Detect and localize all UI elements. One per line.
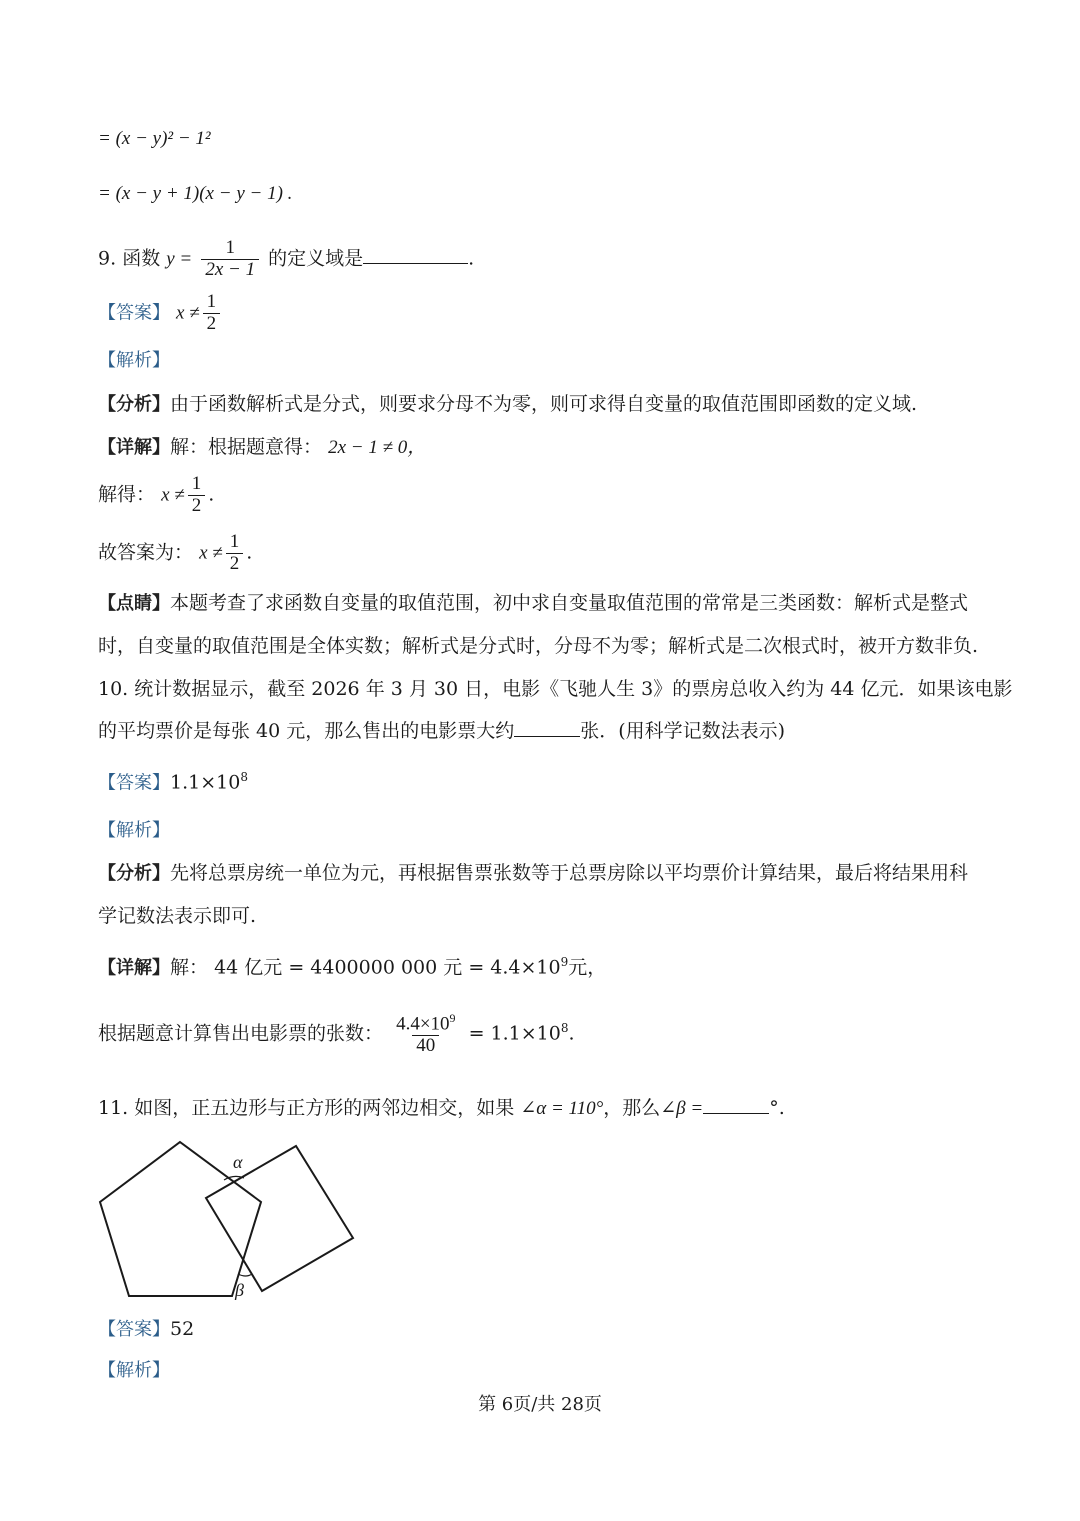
answer-tag: 【答案】 xyxy=(98,1319,170,1340)
guda-fraction xyxy=(226,532,244,575)
pentagon-square-figure xyxy=(96,1138,361,1306)
fraction-denominator: 40 xyxy=(412,1035,439,1057)
question-10-line-1: 10. 统计数据显示，截至 2026 年 3 月 30 日，电影《飞驰人生 3》的票房总收入约为 44 亿元．如果该电影 xyxy=(98,678,1013,700)
answer-tag: 【答案】 xyxy=(98,302,170,324)
answer-blank xyxy=(703,1112,769,1114)
q9-guda xyxy=(98,532,252,575)
calc-num-base: 4.4×10 xyxy=(396,1013,450,1035)
question-10-line-2a: 的平均票价是每张 40 元，那么售出的电影票大约 xyxy=(98,720,515,742)
xiangjie-text: 解：根据题意得： xyxy=(170,436,323,458)
question-10-line-2 xyxy=(98,720,785,743)
derivation-line-2: = (x − y + 1)(x − y − 1) . xyxy=(98,183,293,204)
q9-dianjing-2: 时，自变量的取值范围是全体实数；解析式是分式时，分母不为零；解析式是二次根式时，被开方数非负. xyxy=(98,635,979,657)
fraction-denominator: 2x − 1 xyxy=(201,259,259,281)
question-11 xyxy=(98,1097,785,1121)
jiede-end: . xyxy=(208,483,215,506)
calc-num-exponent: 9 xyxy=(449,1011,456,1025)
q9-dianjing-1 xyxy=(98,592,968,615)
fraction-denominator: 2 xyxy=(226,553,244,575)
answer-fraction xyxy=(203,292,221,335)
question-9-prefix: 函数 xyxy=(122,247,161,270)
guda-math: x ≠ xyxy=(199,542,223,564)
xiangjie-a: 44 亿元 xyxy=(214,956,283,979)
q9-jiede xyxy=(98,474,214,517)
q9-fenxi xyxy=(98,393,917,416)
angle-beta-label: ∠β = xyxy=(660,1098,704,1119)
xiangjie-math: 2x − 1 ≠ 0， xyxy=(328,437,427,458)
answer-exponent: 8 xyxy=(240,770,248,784)
question-9-end: . xyxy=(468,247,475,270)
fenxi-text-1: 先将总票房统一单位为元，再根据售票张数等于总票房除以平均票价计算结果，最后将结果用科 xyxy=(170,862,969,884)
fraction-numerator: 1 xyxy=(229,531,240,552)
fenxi-tag: 【分析】 xyxy=(98,863,170,884)
q11-answer xyxy=(98,1318,194,1341)
fraction-numerator: 1 xyxy=(191,473,202,494)
xiangjie-tag: 【详解】 xyxy=(98,957,170,979)
jiede-math: x ≠ xyxy=(161,484,185,506)
calc-result: = 1.1×10 xyxy=(468,1022,561,1045)
question-9-y: y = xyxy=(166,248,193,270)
fraction-numerator: 1 xyxy=(206,291,217,312)
calc-end: . xyxy=(568,1022,575,1045)
fenxi-tag: 【分析】 xyxy=(98,394,170,415)
dianjing-text-1: 本题考查了求函数自变量的取值范围，初中求自变量取值范围的常常是三类函数：解析式是整式 xyxy=(170,592,969,614)
q9-xiangjie xyxy=(98,436,426,460)
derivation-line-1: = (x − y)² − 1² xyxy=(98,128,211,149)
xiangjie-c: = 4.4×10 xyxy=(468,956,561,979)
beta-arc xyxy=(238,1274,252,1276)
q9-analysis-tag: 【解析】 xyxy=(98,350,170,371)
xiangjie-text: 解： xyxy=(170,956,209,979)
angle-alpha-condition: ∠α = 110° xyxy=(520,1098,604,1119)
q9-answer xyxy=(98,292,223,335)
calc-fraction xyxy=(392,1012,459,1057)
page-footer: 第 6页/共 28页 xyxy=(478,1394,602,1415)
q10-fenxi-1 xyxy=(98,862,968,885)
question-9-number: 9. xyxy=(98,247,117,270)
beta-label: β xyxy=(235,1280,244,1300)
question-9-suffix: 的定义域是 xyxy=(268,247,364,270)
calc-text: 根据题意计算售出电影票的张数： xyxy=(98,1022,384,1045)
q10-answer xyxy=(98,770,248,794)
guda-text: 故答案为： xyxy=(98,541,194,564)
xiangjie-c-end: 元， xyxy=(568,956,607,979)
jiede-fraction xyxy=(188,474,206,517)
answer-tag: 【答案】 xyxy=(98,772,170,794)
question-9 xyxy=(98,238,474,281)
guda-end: . xyxy=(246,541,253,564)
xiangjie-c-exponent: 9 xyxy=(560,955,569,969)
fraction-numerator: 1 xyxy=(225,237,235,258)
square xyxy=(206,1146,353,1291)
q10-analysis-tag: 【解析】 xyxy=(98,820,170,841)
question-9-fraction xyxy=(201,238,259,281)
jiede-text: 解得： xyxy=(98,483,156,506)
question-11-text-b: ，那么 xyxy=(603,1097,661,1119)
question-11-text-c: °. xyxy=(769,1097,785,1119)
answer-value: 1.1×10 xyxy=(170,771,241,794)
question-11-text-a: 11. 如图，正五边形与正方形的两邻边相交，如果 xyxy=(98,1097,515,1119)
answer-value: 52 xyxy=(170,1318,195,1340)
alpha-label: α xyxy=(233,1152,243,1172)
fraction-numerator xyxy=(392,1012,459,1035)
q10-fenxi-2: 学记数法表示即可. xyxy=(98,905,257,927)
question-10-line-2b: 张．(用科学记数法表示) xyxy=(580,720,786,742)
calc-result-exponent: 8 xyxy=(560,1021,569,1036)
fenxi-text: 由于函数解析式是分式，则要求分母不为零，则可求得自变量的取值范围即函数的定义域. xyxy=(170,393,918,415)
fraction-denominator: 2 xyxy=(188,495,206,517)
fraction-denominator: 2 xyxy=(203,313,221,335)
dianjing-tag: 【点睛】 xyxy=(98,593,170,614)
xiangjie-tag: 【详解】 xyxy=(98,437,170,458)
xiangjie-b: = 4400000 000 元 xyxy=(288,956,463,979)
q11-analysis-tag: 【解析】 xyxy=(98,1360,170,1381)
q10-xiangjie xyxy=(98,955,606,979)
answer-blank xyxy=(363,262,468,264)
answer-math: x ≠ xyxy=(176,302,200,324)
q10-calc xyxy=(98,1012,575,1057)
answer-blank xyxy=(514,735,580,737)
